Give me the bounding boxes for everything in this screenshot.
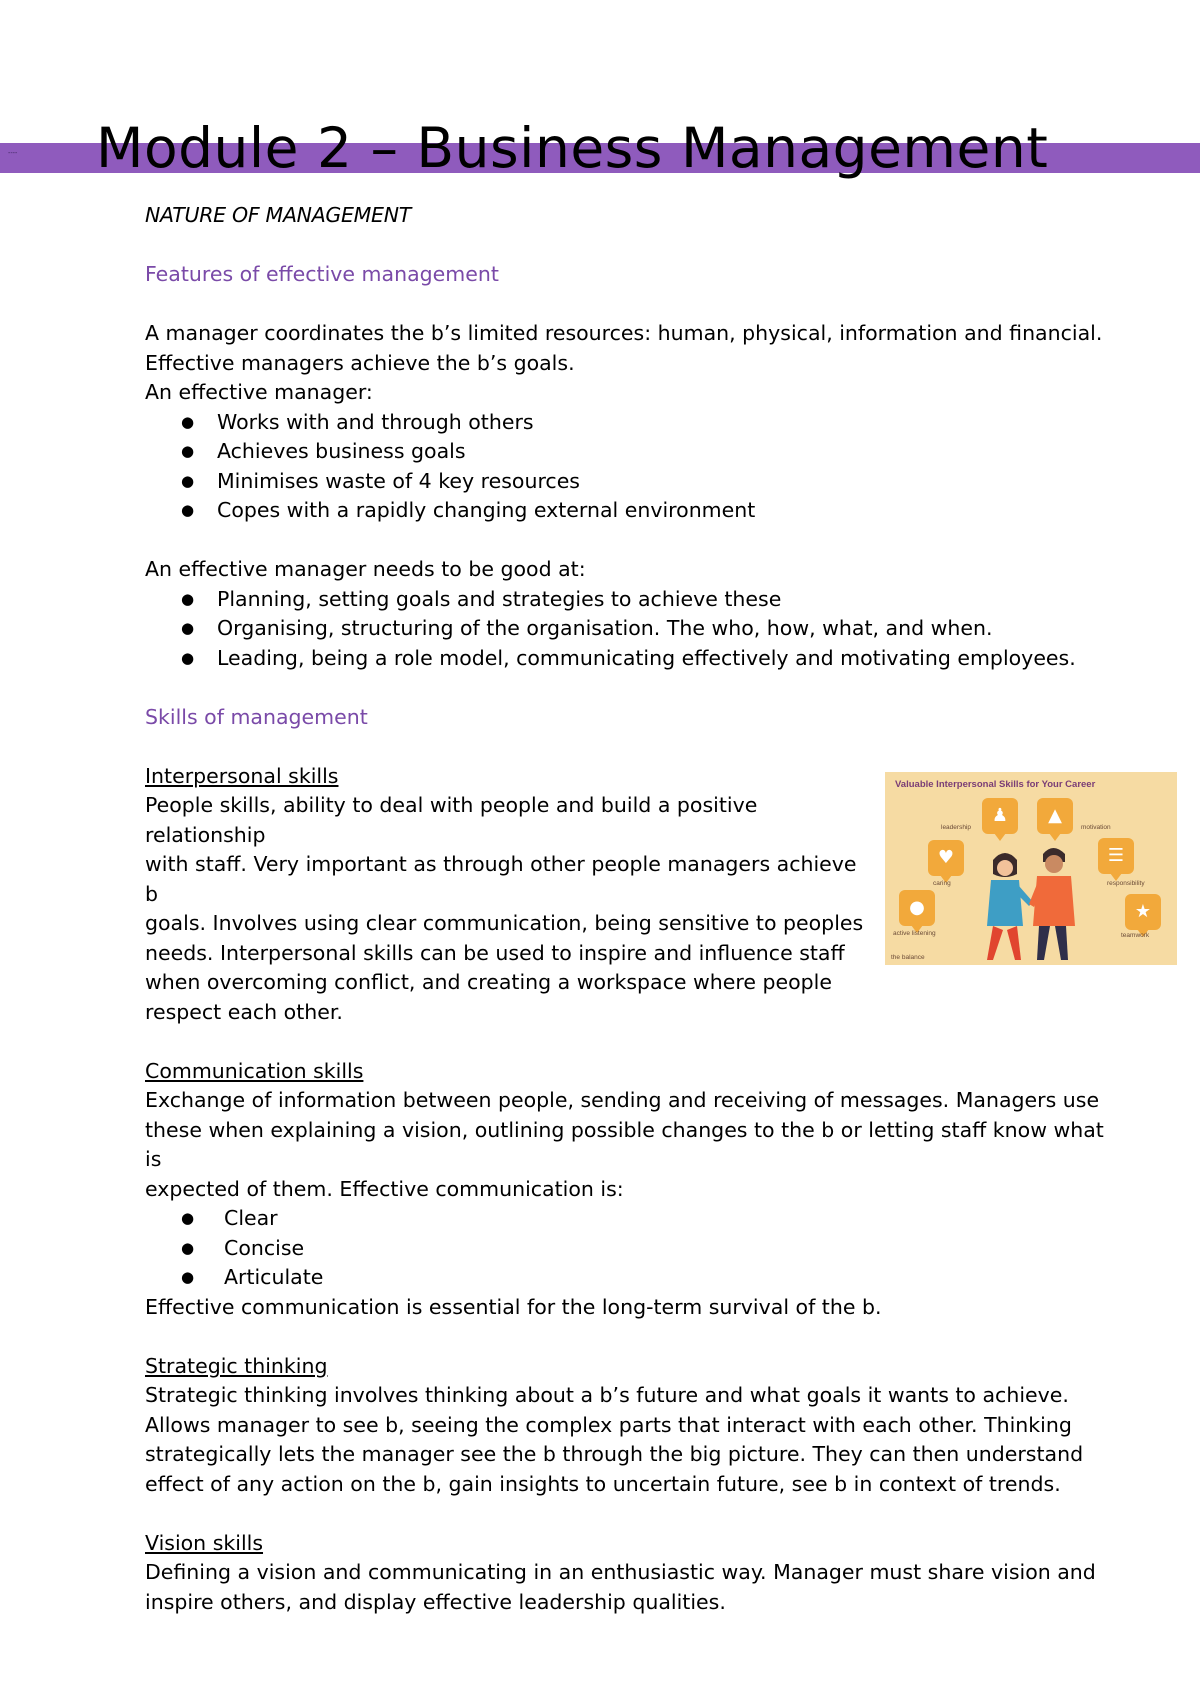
paragraph-line: Strategic thinking involves thinking about a b’s future and what goals it wants to achieve. [145,1383,1069,1407]
list-item: ● Planning, setting goals and strategies to achieve these [217,585,1105,615]
heart-icon: ♥ [937,847,955,868]
paragraph-line: when overcoming conflict, and creating a workspace where people [145,970,832,994]
figure-label: the balance [891,954,925,961]
paragraph-line: People skills, ability to deal with people and build a positive relationship [145,793,758,847]
ear-icon: ● [909,897,925,918]
communication-qualities-list [145,1204,1105,1293]
list-item: ● Leading, being a role model, communicating effectively and motivating employees. [217,644,1105,674]
effective-manager-list [145,408,1105,526]
figure-label: leadership [941,824,971,831]
features-paragraph-line: Effective managers achieve the b’s goals. [145,350,575,375]
clipboard-icon: ☰ [1107,845,1125,866]
list-item: ● Achieves business goals [217,437,1105,467]
paragraph-line: with staff. Very important as through other people managers achieve b [145,852,857,906]
features-intro: An effective manager: [145,380,373,404]
title-bar-marker: ---- [8,150,18,157]
figure-label: caring [933,880,951,887]
figure-label: responsibility [1107,880,1145,887]
vision-skills-title: Vision skills [145,1530,264,1555]
paragraph-line: needs. Interpersonal skills can be used to inspire and influence staff [145,940,845,965]
paragraph-line: Allows manager to see b, seeing the complex parts that interact with each other. Thinking [145,1412,1072,1437]
interpersonal-skills-title: Interpersonal skills [145,763,339,788]
list-item: ● Minimises waste of 4 key resources [217,467,1105,497]
paragraph-line: strategically lets the manager see the b through the big picture. They can then understand [145,1442,1084,1466]
skills-heading: Skills of management [145,704,368,729]
list-item: ● Concise [224,1234,1105,1264]
features-intro: An effective manager needs to be good at: [145,557,586,581]
stairs-icon: ▲ [1048,805,1062,826]
paragraph-line: these when explaining a vision, outlining possible changes to the b or letting staff know what is [145,1117,1104,1171]
people-illustration [885,772,1177,965]
interpersonal-skills-illustration [885,772,1177,965]
list-item: ● Organising, structuring of the organisation. The who, how, what, and when. [217,614,1105,644]
good-at-list [145,585,1105,674]
paragraph-line: Effective communication is essential for the long-term survival of the b. [145,1294,882,1319]
paragraph-line: Defining a vision and communicating in an enthusiastic way. Manager must share vision and [145,1560,1096,1584]
list-item: ● Clear [224,1204,1105,1234]
paragraph-line: respect each other. [145,999,343,1024]
figure-label: active listening [893,930,936,937]
page-title: Module 2 – Business Management [96,116,1049,180]
paragraph-line: Exchange of information between people, sending and receiving of messages. Managers use [145,1088,1100,1112]
list-item: ● Works with and through others [217,408,1105,438]
paragraph-line: goals. Involves using clear communication, being sensitive to peoples [145,911,864,935]
paragraph-line: inspire others, and display effective leadership qualities. [145,1589,726,1614]
features-heading: Features of effective management [145,262,499,286]
figure-label: motivation [1081,824,1111,831]
list-item: ● Copes with a rapidly changing external environment [217,496,1105,526]
figure-label: teamwork [1121,932,1150,939]
communication-skills-title: Communication skills [145,1058,364,1083]
paragraph-line: expected of them. Effective communication is: [145,1176,624,1201]
woman-figure [987,853,1033,960]
list-item: ● Articulate [224,1263,1105,1293]
section-title: NATURE OF MANAGEMENT [145,203,411,227]
group-icon: ♟ [991,805,1009,826]
features-paragraph-line: A manager coordinates the b’s limited resources: human, physical, information and financial. [145,321,1103,345]
interpersonal-skills-text [145,791,865,1027]
figure-title: Valuable Interpersonal Skills for Your Career [895,779,1096,790]
paragraph-line: effect of any action on the b, gain insights to uncertain future, see b in context of trends. [145,1471,1061,1496]
strategic-thinking-title: Strategic thinking [145,1353,328,1378]
handshake-icon: ★ [1134,901,1152,922]
man-figure [1029,848,1075,960]
